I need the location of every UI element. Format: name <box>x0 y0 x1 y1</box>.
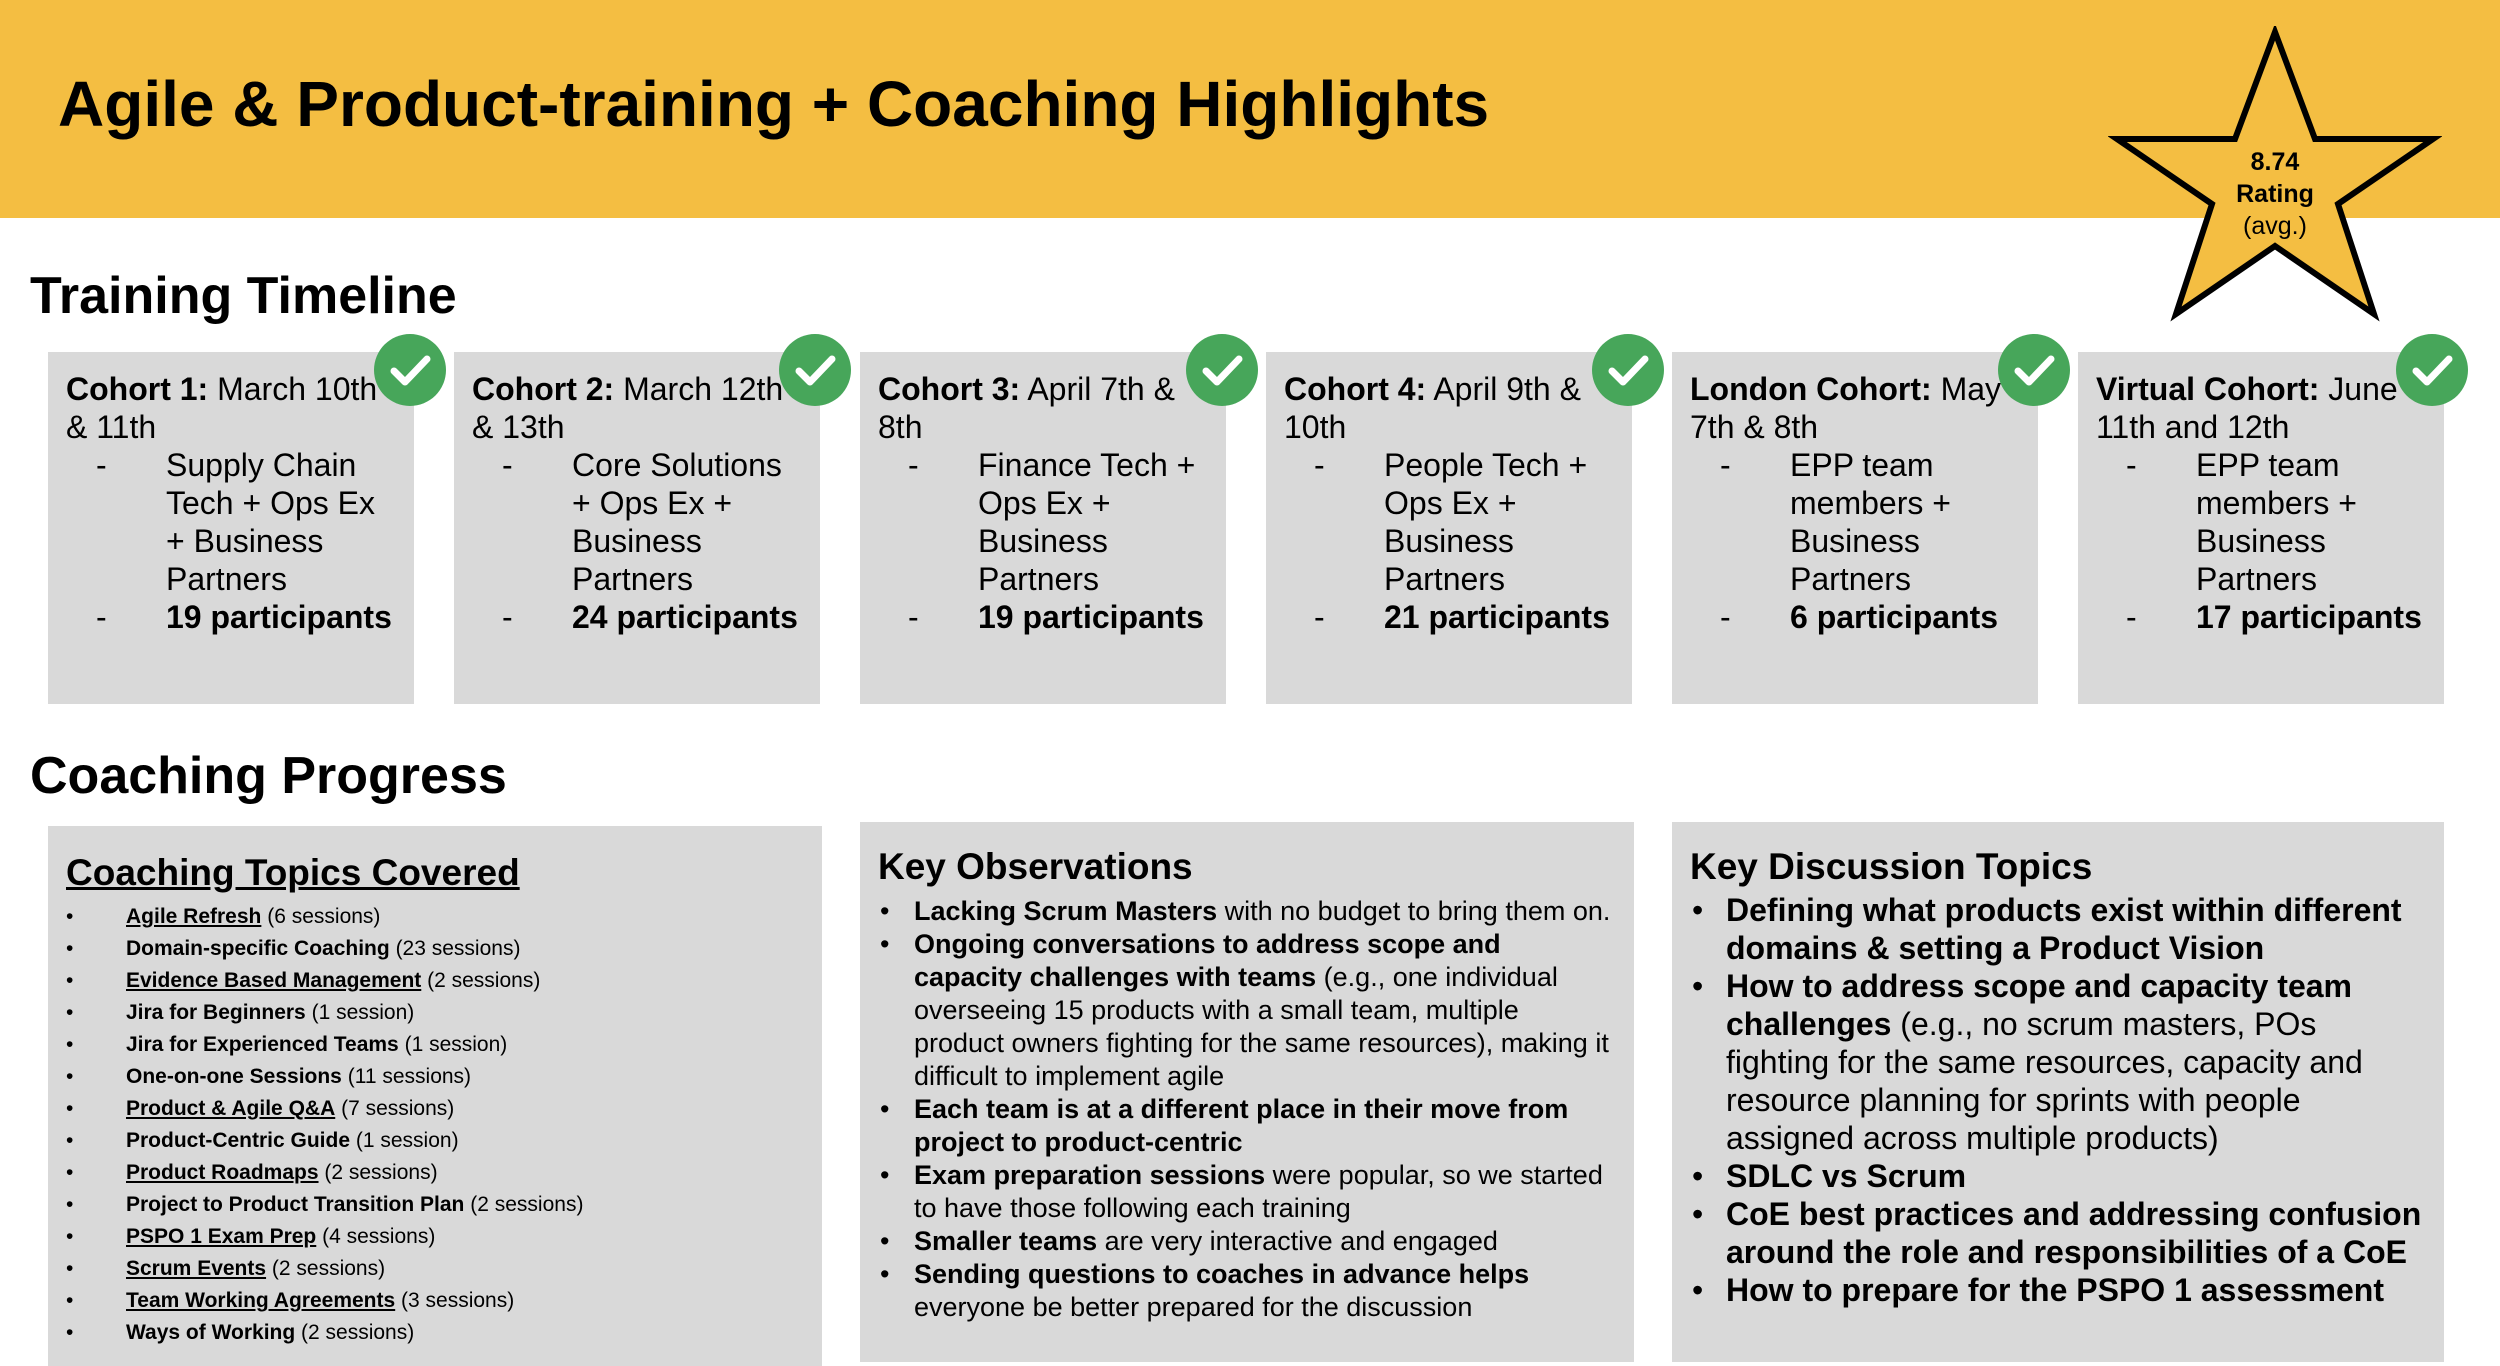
checkmark-circle-icon <box>1186 334 1258 406</box>
topic-sessions: (2 sessions) <box>470 1193 584 1216</box>
key-discussion-title: Key Discussion Topics <box>1690 846 2093 887</box>
cohort-participants: - 17 participants <box>2126 599 2422 635</box>
checkmark-circle-icon <box>2396 334 2468 406</box>
cohort-name: Cohort 1: <box>66 371 209 407</box>
checkmark-circle-icon <box>1592 334 1664 406</box>
observation-item <box>878 1258 1616 1324</box>
cohort-groups-text: Supply Chain Tech + Ops Ex + Business Partners <box>166 447 375 597</box>
cohort-groups: - Core Solutions + Ops Ex + Business Partners <box>502 447 782 597</box>
cohort-groups-text: People Tech + Ops Ex + Business Partners <box>1384 447 1588 597</box>
observation-detail: everyone be better prepared for the discussion <box>914 1292 1473 1322</box>
topic-item <box>66 901 804 933</box>
topic-item <box>66 965 804 997</box>
coaching-progress-title: Coaching Progress <box>30 747 507 805</box>
key-discussion-panel <box>1672 822 2444 1362</box>
participant-count: 19 participants <box>978 599 1204 635</box>
topic-sessions: (2 sessions) <box>324 1161 438 1184</box>
coaching-topics-title: Coaching Topics Covered <box>66 852 520 893</box>
cohort-groups-text: EPP team members + Business Partners <box>2196 447 2357 597</box>
topic-name: Scrum Events <box>126 1257 267 1280</box>
cohort-dates: April 9th & 10th <box>1284 371 1581 445</box>
cohort-groups: - EPP team members + Business Partners <box>1720 447 1951 597</box>
cohort-card-2 <box>454 352 820 704</box>
cohort-heading <box>1690 370 2038 446</box>
observation-item <box>878 1159 1616 1225</box>
cohort-groups-text: EPP team members + Business Partners <box>1790 447 1951 597</box>
topic-sessions: (1 session) <box>355 1129 459 1152</box>
participant-count: 21 participants <box>1384 599 1610 635</box>
cohort-dates: June 11th and 12th <box>2096 371 2398 445</box>
observation-item <box>878 895 1616 928</box>
topic-item <box>66 1221 804 1253</box>
topic-sessions: (6 sessions) <box>267 905 381 928</box>
cohort-dates: May 7th & 8th <box>1690 371 2002 445</box>
topic-sessions: (1 session) <box>404 1033 508 1056</box>
topic-sessions: (2 sessions) <box>301 1321 415 1344</box>
discussion-lead: Defining what products exist within different domains & setting a Product Vision <box>1726 892 2402 966</box>
cohort-name: Cohort 2: <box>472 371 615 407</box>
topic-name: Ways of Working <box>126 1321 296 1344</box>
observation-lead: Lacking Scrum Masters <box>914 896 1218 926</box>
discussion-item <box>1690 1157 2426 1195</box>
cohort-heading <box>2096 370 2444 446</box>
participant-count: 19 participants <box>166 599 392 635</box>
cohort-dates: March 12th & 13th <box>472 371 784 445</box>
topic-item <box>66 1285 804 1317</box>
rating-sublabel: (avg.) <box>2243 212 2307 240</box>
topic-item <box>66 997 804 1029</box>
cohort-participants: - 24 participants <box>502 599 798 635</box>
topic-name: Product-Centric Guide <box>126 1129 351 1152</box>
observations-list <box>878 895 1616 1324</box>
discussion-detail: (e.g., no scrum masters, POs fighting for the same resources, capacity and resource planning for sprints with people assigned across multiple products) <box>1726 1006 2363 1156</box>
topic-name: Product Roadmaps <box>126 1161 319 1184</box>
checkmark-circle-icon <box>779 334 851 406</box>
topic-sessions: (7 sessions) <box>341 1097 455 1120</box>
topic-name: Team Working Agreements <box>126 1289 396 1312</box>
rating-value: 8.74 <box>2250 148 2300 176</box>
topic-item <box>66 933 804 965</box>
topic-item <box>66 1093 804 1125</box>
cohort-participants: - 19 participants <box>908 599 1204 635</box>
checkmark-circle-icon <box>1998 334 2070 406</box>
cohort-card-6 <box>2078 352 2444 704</box>
topic-name: Project to Product Transition Plan <box>126 1193 465 1216</box>
observation-item <box>878 928 1616 1093</box>
topic-item <box>66 1317 804 1349</box>
cohort-groups: - Supply Chain Tech + Ops Ex + Business Partners <box>96 447 375 597</box>
topic-item <box>66 1157 804 1189</box>
observation-detail: are very interactive and engaged <box>1097 1226 1498 1256</box>
topic-sessions: (11 sessions) <box>347 1065 472 1088</box>
cohort-heading <box>472 370 820 446</box>
cohort-groups: - EPP team members + Business Partners <box>2126 447 2357 597</box>
topic-item <box>66 1125 804 1157</box>
key-observations-panel <box>860 822 1634 1362</box>
topic-name: Product & Agile Q&A <box>126 1097 336 1120</box>
cohort-heading <box>1284 370 1632 446</box>
discussion-lead: SDLC vs Scrum <box>1726 1158 1967 1194</box>
participant-count: 17 participants <box>2196 599 2422 635</box>
topic-name: One-on-one Sessions <box>126 1065 342 1088</box>
topic-item <box>66 1061 804 1093</box>
cohort-name: London Cohort: <box>1690 371 1932 407</box>
cohort-card-3 <box>860 352 1226 704</box>
topic-sessions: (3 sessions) <box>401 1289 515 1312</box>
observation-detail: with no budget to bring them on. <box>1217 896 1611 926</box>
topic-name: Agile Refresh <box>126 905 262 928</box>
topic-item <box>66 1029 804 1061</box>
discussion-list <box>1690 891 2426 1309</box>
observation-lead: Ongoing conversations to address scope and capacity challenges with teams <box>914 929 1501 992</box>
cohort-heading <box>878 370 1226 446</box>
cohort-name: Virtual Cohort: <box>2096 371 2320 407</box>
topic-name: PSPO 1 Exam Prep <box>126 1225 317 1248</box>
cohort-card-5 <box>1672 352 2038 704</box>
rating-badge <box>2170 146 2380 242</box>
topic-item <box>66 1189 804 1221</box>
cohort-name: Cohort 4: <box>1284 371 1427 407</box>
cohort-name: Cohort 3: <box>878 371 1021 407</box>
discussion-item <box>1690 891 2426 967</box>
observation-item <box>878 1093 1616 1159</box>
cohort-heading <box>66 370 414 446</box>
cohort-dates: April 7th & 8th <box>878 371 1175 445</box>
observation-lead: Sending questions to coaches in advance helps <box>914 1259 1530 1289</box>
observation-lead: Each team is at a different place in their move from project to product-centric <box>914 1094 1569 1157</box>
discussion-item <box>1690 1271 2426 1309</box>
participant-count: 6 participants <box>1790 599 1999 635</box>
topic-name: Jira for Beginners <box>126 1001 306 1024</box>
cohort-groups-text: Finance Tech + Ops Ex + Business Partners <box>978 447 1196 597</box>
observation-lead: Exam preparation sessions <box>914 1160 1266 1190</box>
discussion-item <box>1690 1195 2426 1271</box>
topic-sessions: (4 sessions) <box>322 1225 436 1248</box>
coaching-topics-panel <box>48 826 822 1366</box>
cohort-groups: - People Tech + Ops Ex + Business Partners <box>1314 447 1588 597</box>
page-title: Agile & Product-training + Coaching Highlights <box>58 68 1490 140</box>
participant-count: 24 participants <box>572 599 798 635</box>
cohort-card-1 <box>48 352 414 704</box>
observation-item <box>878 1225 1616 1258</box>
coaching-topics-list <box>66 901 804 1349</box>
topic-name: Evidence Based Management <box>126 969 422 992</box>
cohort-dates: March 10th & 11th <box>66 371 378 445</box>
topic-name: Jira for Experienced Teams <box>126 1033 399 1056</box>
cohort-participants: - 19 participants <box>96 599 392 635</box>
topic-item <box>66 1253 804 1285</box>
observation-lead: Smaller teams <box>914 1226 1098 1256</box>
topic-sessions: (2 sessions) <box>427 969 541 992</box>
topic-sessions: (1 session) <box>311 1001 415 1024</box>
cohort-card-4 <box>1266 352 1632 704</box>
topic-name: Domain-specific Coaching <box>126 937 390 960</box>
observation-detail: were popular, so we started to have those following each training <box>914 1160 1603 1223</box>
topic-sessions: (2 sessions) <box>271 1257 386 1280</box>
observation-detail: (e.g., one individual overseeing 15 products with a small team, multiple product owners fighting for the same resources), making it difficult to implement agile <box>914 962 1609 1091</box>
discussion-item <box>1690 967 2426 1157</box>
rating-label: Rating <box>2236 180 2314 208</box>
cohort-participants: - 21 participants <box>1314 599 1610 635</box>
discussion-lead: CoE best practices and addressing confusion around the role and responsibilities of a CoE <box>1726 1196 2422 1270</box>
topic-sessions: (23 sessions) <box>395 937 521 960</box>
key-observations-title: Key Observations <box>878 846 1193 887</box>
cohort-groups: - Finance Tech + Ops Ex + Business Partners <box>908 447 1196 597</box>
training-timeline-title: Training Timeline <box>30 267 457 325</box>
checkmark-circle-icon <box>374 334 446 406</box>
cohort-groups-text: Core Solutions + Ops Ex + Business Partners <box>572 447 782 597</box>
discussion-lead: How to prepare for the PSPO 1 assessment <box>1726 1272 2384 1308</box>
cohort-participants: - 6 participants <box>1720 599 1999 635</box>
discussion-lead: How to address scope and capacity team challenges <box>1726 968 2352 1042</box>
